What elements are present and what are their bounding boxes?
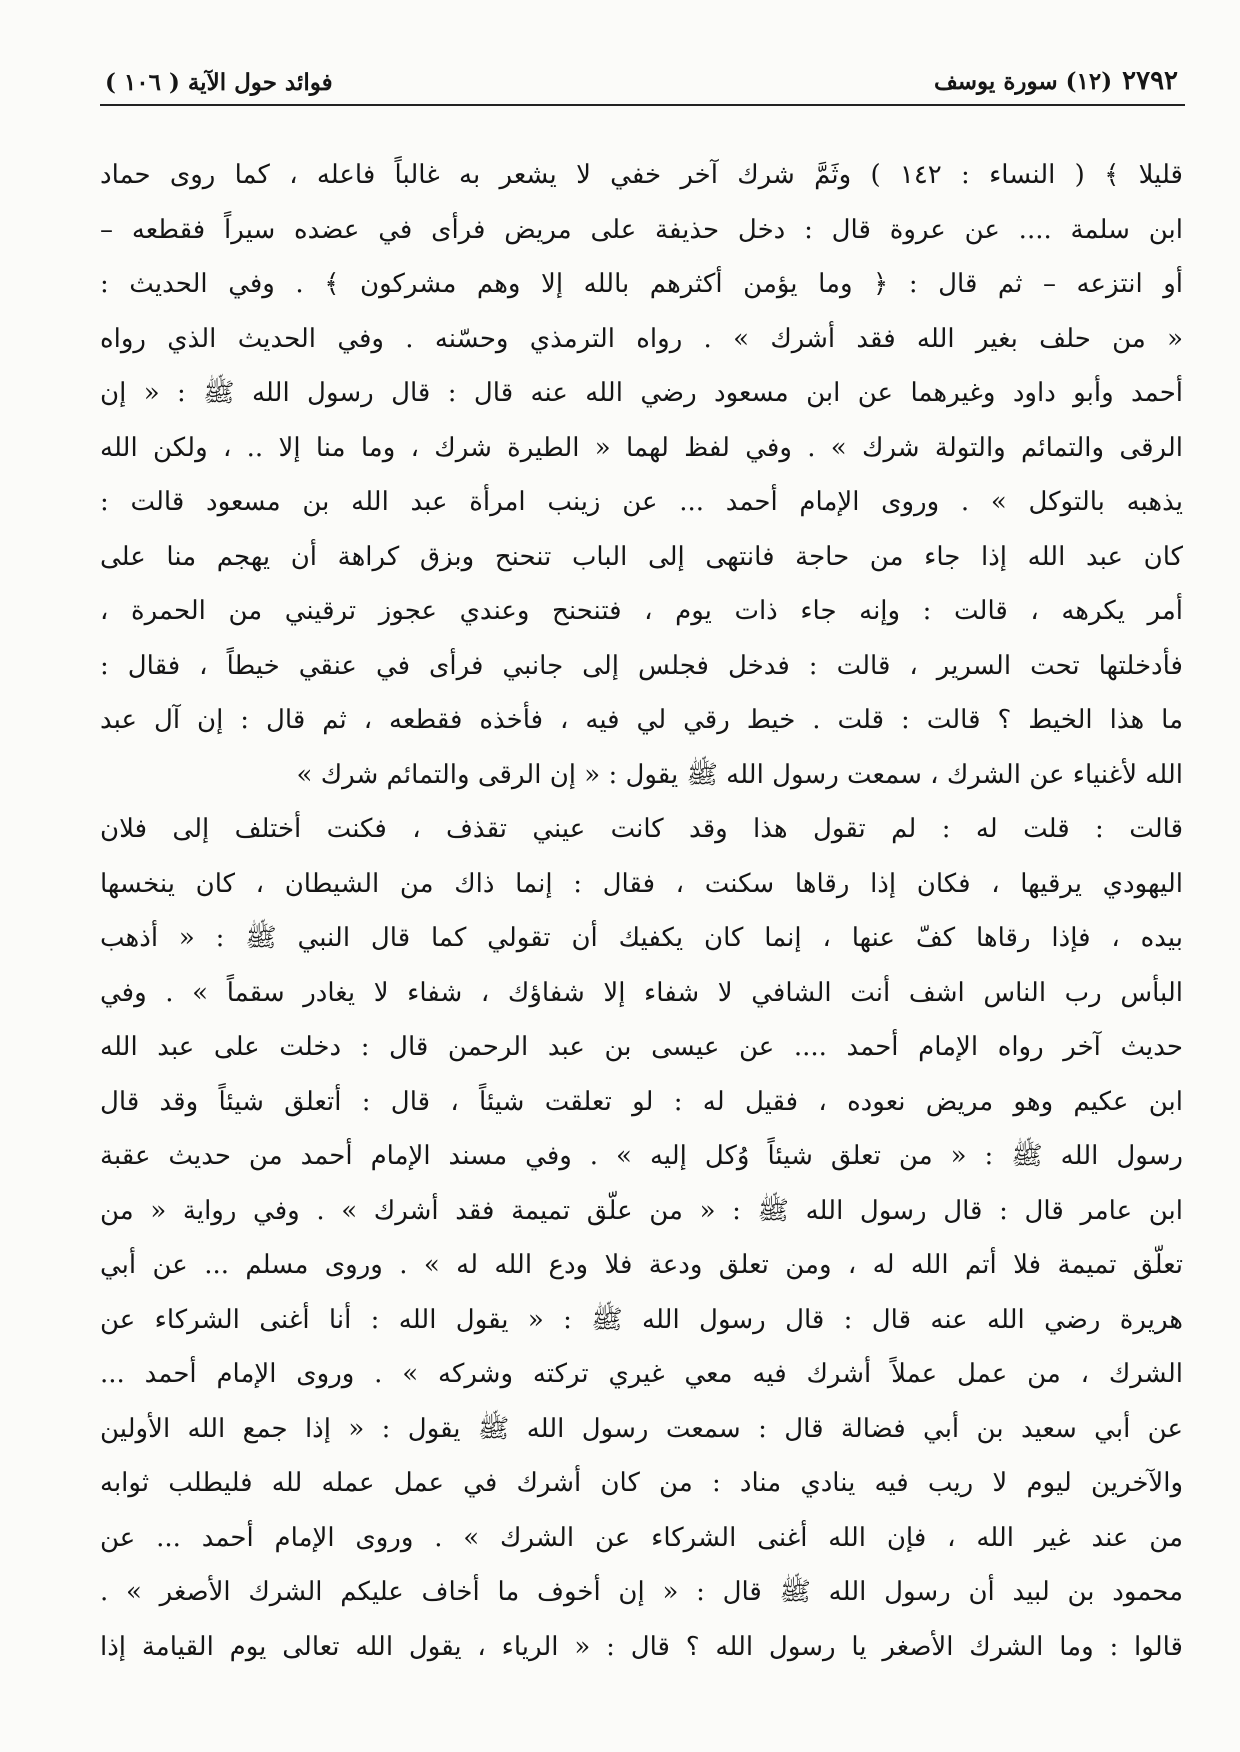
text-line: ابن سلمة .... عن عروة قال : دخل حذيفة على مريض فرأى في عضده سيراً فقطعه – [100, 214, 1183, 245]
text-line: يذهبه بالتوكل » . وروى الإمام أحمد ... عن زينب امرأة عبد الله بن مسعود قالت : [100, 487, 1183, 517]
text-line: أو انتزعه – ثم قال : ﴿ وما يؤمن أكثرهم بالله إلا وهم مشركون ﴾ . وفي الحديث : [100, 269, 1183, 299]
text-line: قليلا ﴾ ( النساء : ١٤٢ ) وثَمَّ شرك آخر خفي لا يشعر به غالباً فاعله ، كما روى حماد [100, 160, 1183, 190]
text-line: ابن عامر قال : قال رسول الله ﷺ : « من علّق تميمة فقد أشرك » . وفي رواية « من [100, 1195, 1183, 1226]
text-line: والآخرين ليوم لا ريب فيه ينادي مناد : من كان أشرك في عمل عمله لله فليطلب ثوابه [100, 1468, 1183, 1498]
text-line: البأس رب الناس اشف أنت الشافي لا شفاء إلا شفاؤك ، شفاء لا يغادر سقماً » . وفي [100, 977, 1183, 1008]
text-line: رسول الله ﷺ : « من تعلق شيئاً وُكل إليه » . وفي مسند الإمام أحمد من حديث عقبة [100, 1141, 1183, 1171]
text-line: كان عبد الله إذا جاء من حاجة فانتهى إلى الباب تنحنح وبزق كراهة أن يهجم منا على [100, 541, 1183, 572]
text-line: قالت : قلت له : لم تقول هذا وقد كانت عيني تقذف ، فكنت أختلف إلى فلان [100, 814, 1183, 844]
running-header [105, 46, 1178, 96]
text-line: الشرك ، من عمل عملاً أشرك فيه معي غيري تركته وشركه » . وروى الإمام أحمد ... [100, 1359, 1183, 1389]
surah-reference: (١٢) سورة يوسف [933, 68, 1113, 95]
text-line: « من حلف بغير الله فقد أشرك » . رواه الترمذي وحسّنه . وفي الحديث الذي رواه [100, 323, 1183, 354]
text-line: الرقى والتمائم والتولة شرك » . وفي لفظ لهما « الطيرة شرك ، وما منا إلا .. ، ولكن الله [100, 432, 1183, 463]
body-text [100, 148, 1183, 1674]
text-line: حديث آخر رواه الإمام أحمد .... عن عيسى بن عبد الرحمن قال : دخلت على عبد الله [100, 1032, 1183, 1062]
text-line: ابن عكيم وهو مريض نعوده ، فقيل له : لو تعلقت شيئاً ، قال : أتعلق شيئاً وقد قال [100, 1086, 1183, 1117]
text-line: اليهودي يرقيها ، فكان إذا رقاها سكنت ، فقال : إنما ذاك من الشيطان ، كان ينخسها [100, 868, 1183, 899]
text-line: أحمد وأبو داود وغيرهما عن ابن مسعود رضي الله عنه قال : قال رسول الله ﷺ : « إن [100, 378, 1183, 408]
text-line: تعلّق تميمة فلا أتم الله له ، ومن تعلق ودعة فلا ودع الله له » . وروى مسلم ... عن أبي [100, 1250, 1183, 1280]
text-line: الله لأغنياء عن الشرك ، سمعت رسول الله ﷺ يقول : « إن الرقى والتمائم شرك » [296, 759, 1183, 790]
text-line: هريرة رضي الله عنه قال : قال رسول الله ﷺ : « يقول الله : أنا أغنى الشركاء عن [100, 1304, 1183, 1335]
text-line: محمود بن لبيد أن رسول الله ﷺ قال : « إن أخوف ما أخاف عليكم الشرك الأصغر » . [100, 1577, 1183, 1607]
text-line: ما هذا الخيط ؟ قالت : قلت . خيط رقي لي فيه ، فأخذه فقطعه ، ثم قال : إن آل عبد [100, 705, 1183, 735]
section-title: فوائد حول الآية ( ١٠٦ ) [105, 69, 333, 96]
header-rule [100, 104, 1185, 106]
text-line: من عند غير الله ، فإن الله أغنى الشركاء عن الشرك » . وروى الإمام أحمد ... عن [100, 1522, 1183, 1553]
text-line: عن أبي سعيد بن أبي فضالة قال : سمعت رسول الله ﷺ يقول : « إذا جمع الله الأولين [100, 1413, 1183, 1444]
text-line: بيده ، فإذا رقاها كفّ عنها ، إنما كان يكفيك أن تقولي كما قال النبي ﷺ : « أذهب [100, 923, 1183, 953]
text-line: قالوا : وما الشرك الأصغر يا رسول الله ؟ قال : « الرياء ، يقول الله تعالى يوم القيامة إذا [100, 1631, 1183, 1662]
text-line: فأدخلتها تحت السرير ، قالت : فدخل فجلس إلى جانبي فرأى في عنقي خيطاً ، فقال : [100, 650, 1183, 681]
header-right [934, 66, 1178, 96]
text-line: أمر يكرهه ، قالت : وإنه جاء ذات يوم ، فتنحنح وعندي عجوز ترقيني من الحمرة ، [100, 596, 1183, 626]
page-number: ٢٧٩٢ [1122, 66, 1178, 96]
